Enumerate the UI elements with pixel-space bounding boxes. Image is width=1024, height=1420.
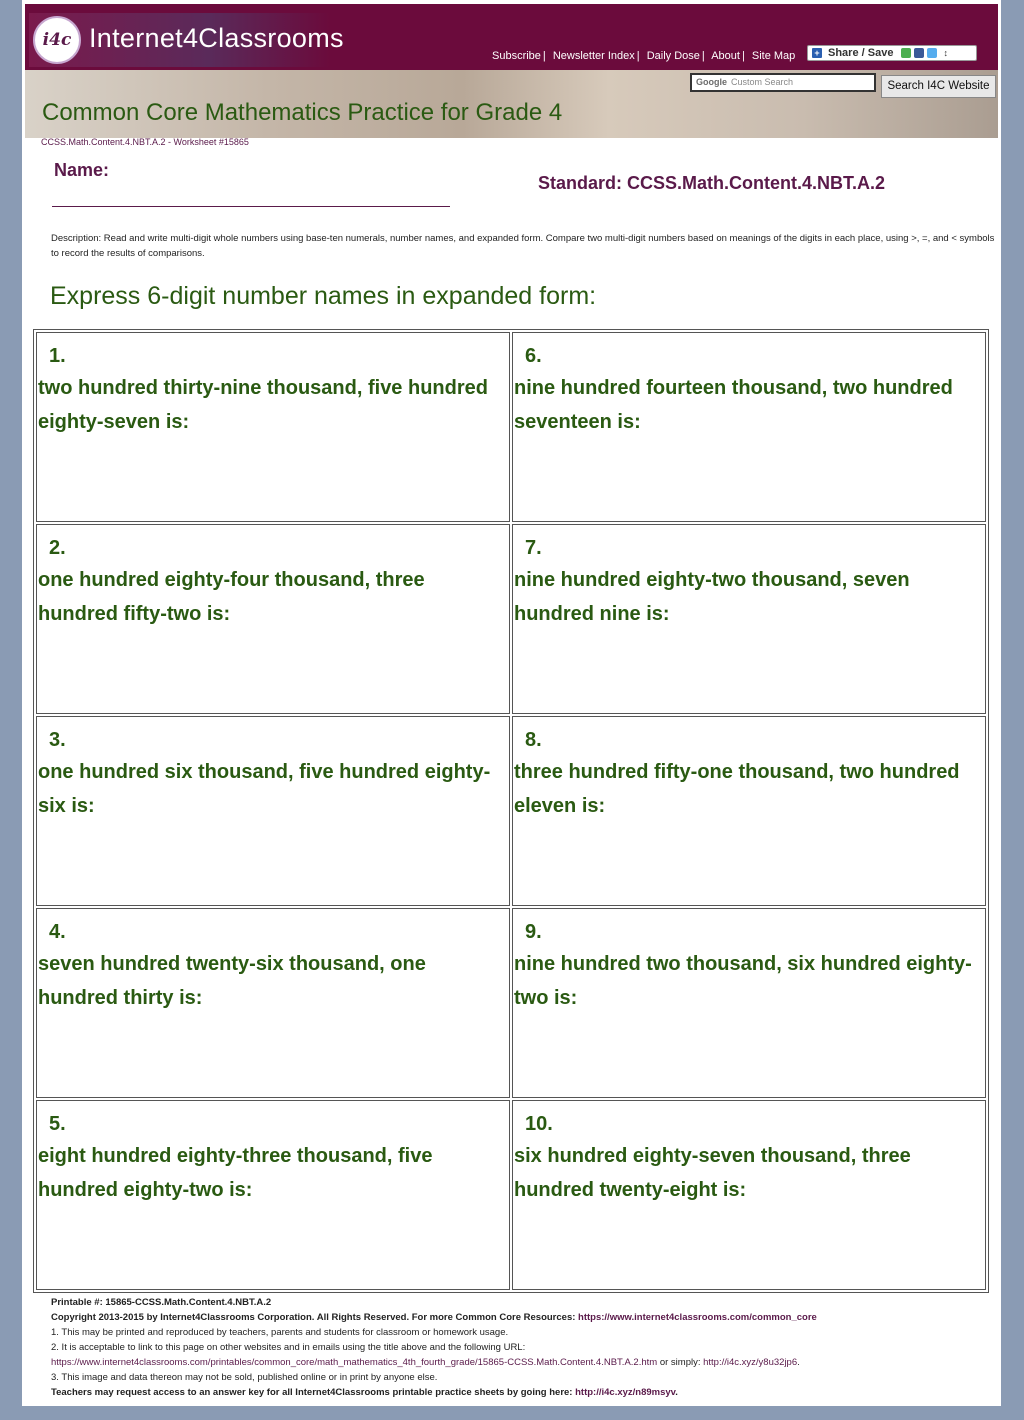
question-number: 2. bbox=[49, 537, 66, 559]
nav-daily-dose[interactable]: Daily Dose bbox=[646, 50, 700, 62]
search-input[interactable] bbox=[690, 73, 876, 92]
nav-about[interactable]: About bbox=[711, 50, 740, 62]
twitter-icon bbox=[927, 48, 937, 58]
nav-site-map[interactable]: Site Map bbox=[751, 50, 796, 62]
search-button[interactable]: Search I4C Website bbox=[881, 75, 996, 98]
question-number: 3. bbox=[49, 729, 66, 751]
site-header bbox=[25, 4, 998, 138]
question-number: 7. bbox=[525, 537, 542, 559]
question-cell bbox=[512, 908, 986, 1098]
share-green-icon bbox=[901, 48, 911, 58]
chevron-updown-icon: ↕ bbox=[943, 48, 948, 58]
question-cell bbox=[512, 716, 986, 906]
google-brand: Google bbox=[696, 77, 727, 87]
share-plus-icon: + bbox=[812, 48, 822, 58]
name-label: Name: bbox=[54, 160, 110, 180]
printable-number: Printable #: 15865-CCSS.Math.Content.4.NBT.A.2 bbox=[51, 1297, 272, 1308]
question-number: 6. bbox=[525, 345, 542, 367]
search-placeholder: Custom Search bbox=[731, 77, 794, 87]
worksheet-page bbox=[22, 0, 1001, 1406]
nav-subscribe[interactable]: Subscribe bbox=[492, 50, 541, 62]
short-url-link[interactable]: http://i4c.xyz/y8u32jp6 bbox=[703, 1357, 798, 1368]
question-cell bbox=[36, 716, 510, 906]
question-cell bbox=[36, 1100, 510, 1290]
question-text: one hundred eighty-four thousand, three hundred fifty-two is: bbox=[38, 569, 425, 625]
question-cell bbox=[512, 524, 986, 714]
question-grid bbox=[33, 329, 989, 1293]
footer-line-2: 2. It is acceptable to link to this page on other websites and in emails using the title above and the following URL: bbox=[51, 1342, 526, 1353]
teachers-line: Teachers may request access to an answer key for all Internet4Classrooms printable practice sheets by going here: http://i4c.xyz/n89msyv. bbox=[51, 1387, 678, 1398]
or-simply-text: or simply: bbox=[657, 1357, 704, 1368]
question-text: six hundred eighty-seven thousand, three hundred twenty-eight is: bbox=[514, 1145, 911, 1201]
question-cell bbox=[36, 524, 510, 714]
standard-label: Standard: CCSS.Math.Content.4.NBT.A.2 bbox=[538, 173, 886, 193]
question-number: 10. bbox=[525, 1113, 553, 1135]
question-text: nine hundred fourteen thousand, two hundred seventeen is: bbox=[514, 377, 953, 433]
question-text: nine hundred two thousand, six hundred eighty-two is: bbox=[514, 953, 972, 1009]
question-number: 1. bbox=[49, 345, 66, 367]
footer-line-1: 1. This may be printed and reproduced by teachers, parents and students for classroom or homework usage. bbox=[51, 1327, 509, 1338]
i4c-logo-icon: i4c bbox=[33, 16, 81, 64]
answer-key-link[interactable]: http://i4c.xyz/n89msyv bbox=[575, 1387, 676, 1398]
share-save-button[interactable] bbox=[807, 45, 977, 61]
copyright-text: Copyright 2013-2015 by Internet4Classrooms Corporation. All Rights Reserved. For more Common Core Resources: bbox=[51, 1312, 576, 1323]
top-navigation: Subscribe | Newsletter Index | Daily Dose | About | Site Map bbox=[492, 50, 796, 62]
question-number: 8. bbox=[525, 729, 542, 751]
logo-text: Internet4Classrooms bbox=[89, 23, 344, 53]
worksheet-id: CCSS.Math.Content.4.NBT.A.2 - Worksheet #15865 bbox=[41, 137, 249, 147]
name-line bbox=[52, 206, 450, 207]
question-cell bbox=[36, 908, 510, 1098]
question-text: two hundred thirty-nine thousand, five hundred eighty-seven is: bbox=[38, 377, 488, 433]
question-cell bbox=[36, 332, 510, 522]
common-core-link[interactable]: https://www.internet4classrooms.com/common_core bbox=[578, 1312, 817, 1323]
question-cell bbox=[512, 1100, 986, 1290]
teachers-text: Teachers may request access to an answer key for all Internet4Classrooms printable practice sheets by going here: bbox=[51, 1387, 573, 1398]
question-text: three hundred fifty-one thousand, two hundred eleven is: bbox=[514, 761, 960, 817]
question-text: seven hundred twenty-six thousand, one hundred thirty is: bbox=[38, 953, 426, 1009]
question-text: eight hundred eighty-three thousand, five hundred eighty-two is: bbox=[38, 1145, 433, 1201]
page-title: Common Core Mathematics Practice for Grade 4 bbox=[42, 99, 563, 126]
copyright-line bbox=[51, 1310, 995, 1325]
site-logo[interactable] bbox=[29, 13, 344, 67]
facebook-icon bbox=[914, 48, 924, 58]
nav-newsletter-index[interactable]: Newsletter Index bbox=[552, 50, 635, 62]
page-url-link[interactable]: https://www.internet4classrooms.com/printables/common_core/math_mathematics_4th_fourth_grade/15865-CCSS.Math.Content.4.NBT.A.2.htm bbox=[51, 1357, 658, 1368]
question-number: 4. bbox=[49, 921, 66, 943]
section-heading: Express 6-digit number names in expanded form: bbox=[50, 282, 597, 310]
footer bbox=[51, 1295, 995, 1400]
description: Description: Read and write multi-digit whole numbers using base-ten numerals, number names, and expanded form. Compare two multi-digit numbers based on meanings of the digits in each place, using >, =, and < symbols to record the results of comparisons. bbox=[51, 233, 995, 259]
question-cell bbox=[512, 332, 986, 522]
footer-line-3: 3. This image and data thereon may not be sold, published online or in print by anyone else. bbox=[51, 1372, 438, 1383]
question-number: 5. bbox=[49, 1113, 66, 1135]
question-text: one hundred six thousand, five hundred eighty-six is: bbox=[38, 761, 491, 817]
question-number: 9. bbox=[525, 921, 542, 943]
footer-url-line: https://www.internet4classrooms.com/printables/common_core/math_mathematics_4th_fourth_grade/15865-CCSS.Math.Content.4.NBT.A.2.htm or simply: http://i4c.xyz/y8u32jp6. bbox=[51, 1357, 800, 1368]
question-text: nine hundred eighty-two thousand, seven hundred nine is: bbox=[514, 569, 910, 625]
share-label: Share / Save bbox=[828, 47, 894, 59]
